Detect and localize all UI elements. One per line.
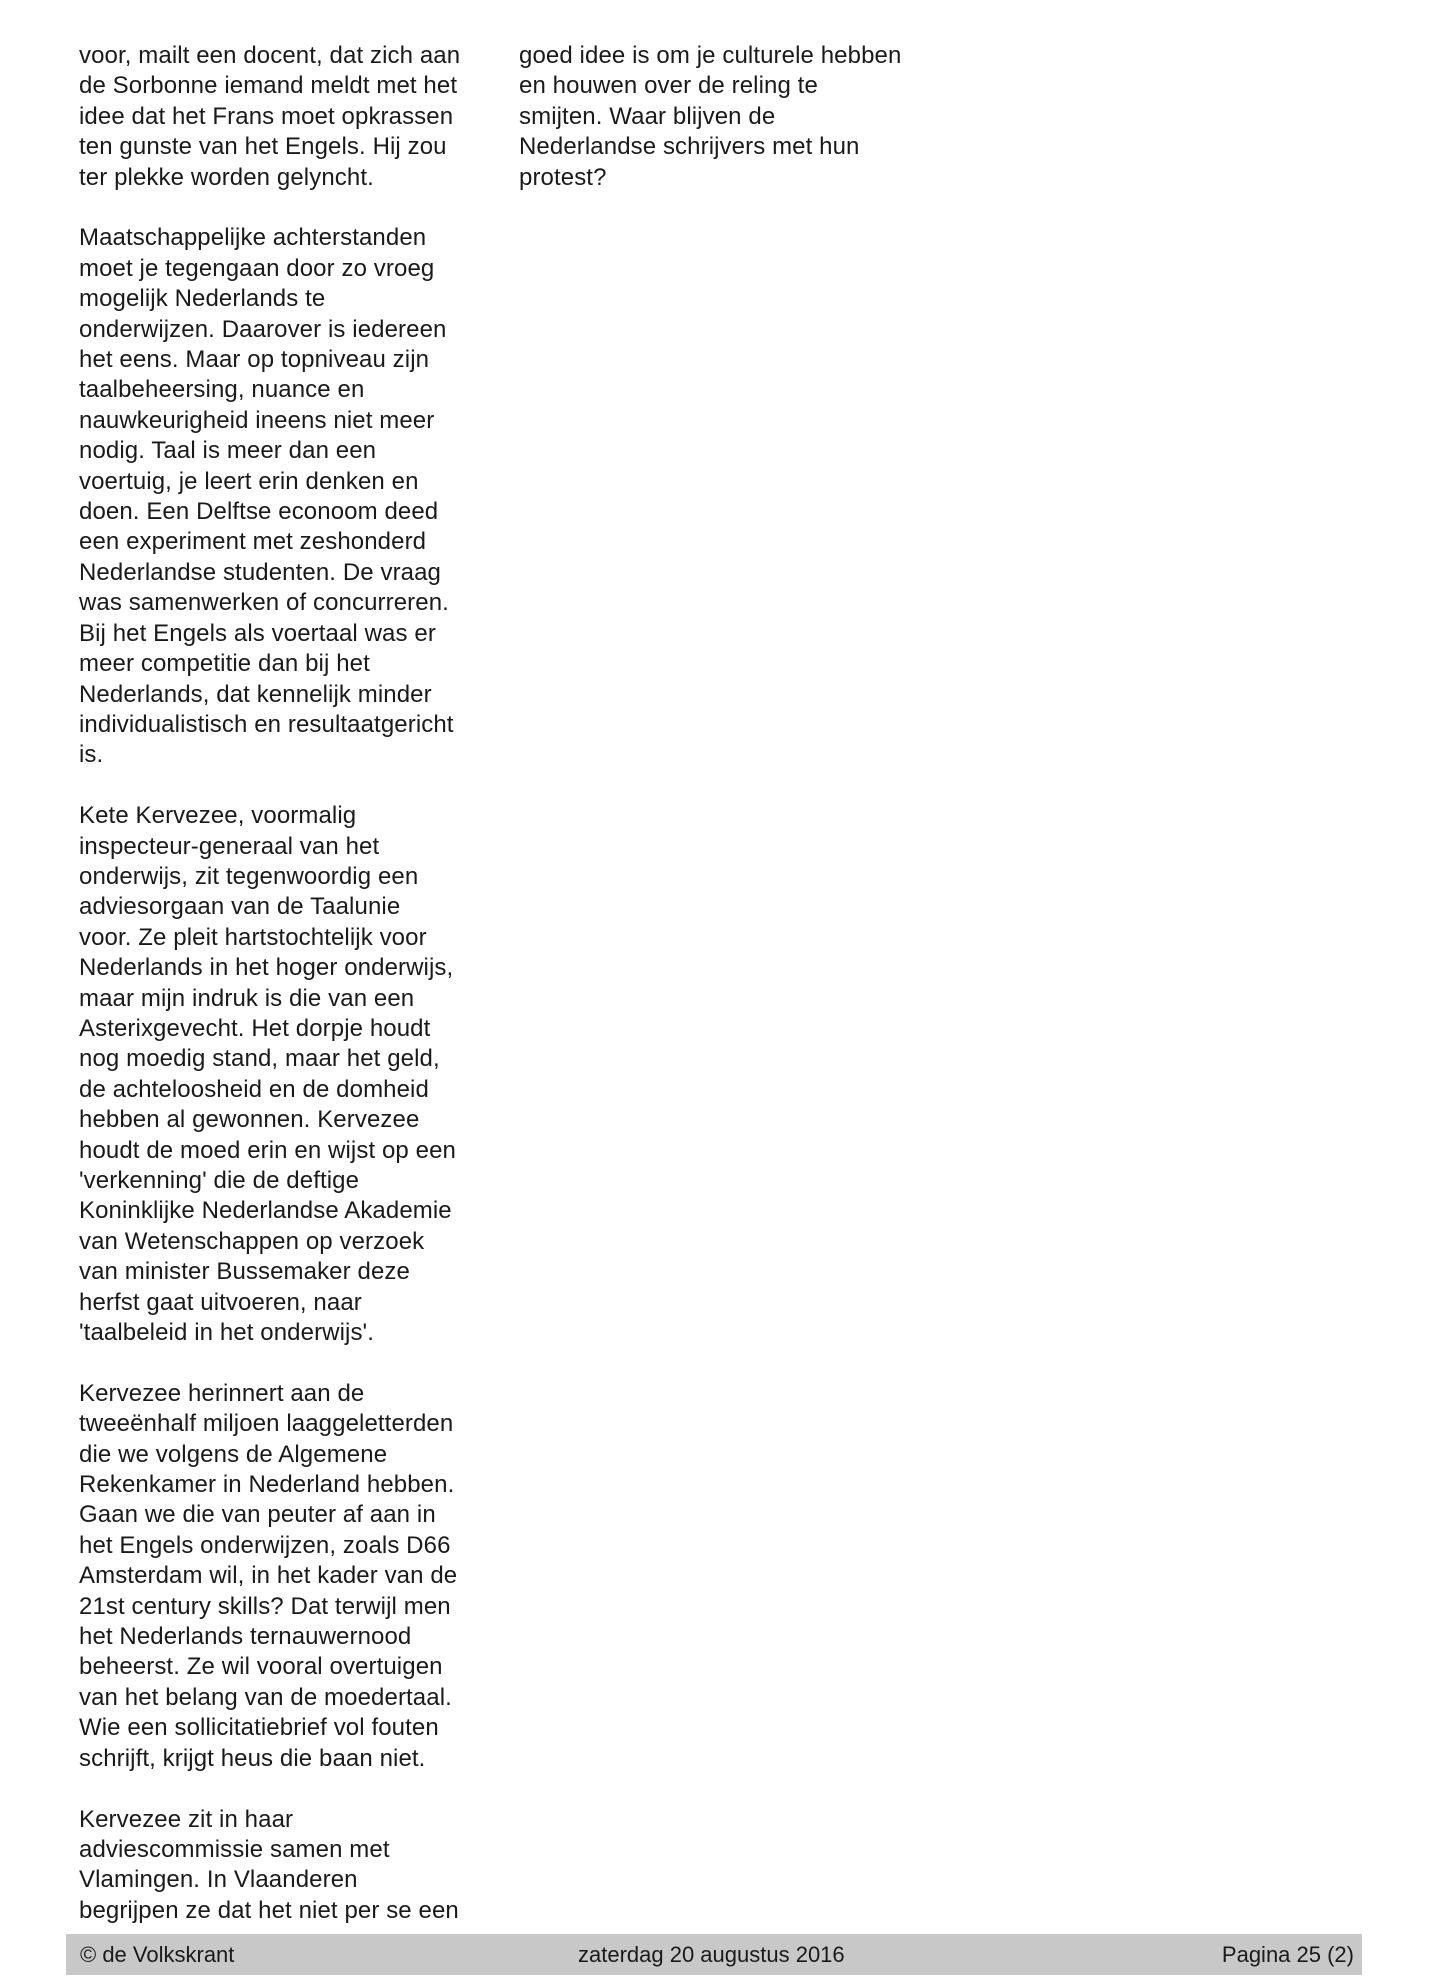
text-line: Vlamingen. In Vlaanderen <box>79 1866 358 1894</box>
text-line: van minister Bussemaker deze <box>79 1258 410 1286</box>
text-line: Asterixgevecht. Het dorpje houdt <box>79 1014 431 1042</box>
text-line: 21st century skills? Dat terwijl men <box>79 1592 451 1620</box>
text-line: Bij het Engels als voertaal was er <box>79 619 436 647</box>
text-line: Kete Kervezee, voormalig <box>79 802 357 830</box>
text-line: Rekenkamer in Nederland hebben. <box>79 1471 455 1499</box>
article-column-right <box>519 41 929 223</box>
text-line: Wie een sollicitatiebrief vol fouten <box>79 1714 439 1742</box>
text-line: is. <box>79 741 104 769</box>
text-line: individualistisch en resultaatgericht <box>79 710 454 738</box>
text-line: 'verkenning' die de deftige <box>79 1167 360 1194</box>
text-line: adviescommissie samen met <box>79 1835 390 1863</box>
text-line: onderwijzen. Daarover is iedereen <box>79 315 447 343</box>
text-line: moet je tegengaan door zo vroeg <box>79 254 435 282</box>
text-line: van het belang van de moedertaal. <box>79 1683 452 1711</box>
text-line: Koninklijke Nederlandse Akademie <box>79 1197 452 1225</box>
text-line: voor. Ze pleit hartstochtelijk voor <box>79 923 427 951</box>
text-line: onderwijs, zit tegenwoordig een <box>79 862 419 890</box>
text-line: van Wetenschappen op verzoek <box>79 1227 425 1255</box>
text-line: voertuig, je leert erin denken en <box>79 467 419 495</box>
text-line: was samenwerken of concurreren. <box>79 589 449 617</box>
article-column-left <box>79 41 489 1957</box>
paragraph-2 <box>79 223 489 770</box>
text-line: nog moedig stand, maar het geld, <box>79 1045 440 1073</box>
publication-name: © de Volkskrant <box>80 1942 235 1967</box>
text-line: ter plekke worden gelyncht. <box>79 163 374 191</box>
text-line: doen. Een Delftse econoom deed <box>79 498 439 526</box>
text-line: Kervezee zit in haar <box>79 1805 294 1833</box>
text-line: adviesorgaan van de Taalunie <box>79 893 401 921</box>
text-line: Nederlands, dat kennelijk minder <box>79 680 432 708</box>
text-line: Kervezee herinnert aan de <box>79 1379 365 1407</box>
text-line: idee dat het Frans moet opkrassen <box>79 102 454 130</box>
paragraph-4 <box>79 1379 489 1774</box>
paragraph-1 <box>79 41 489 193</box>
text-line: houdt de moed erin en wijst op een <box>79 1136 456 1164</box>
text-line: nodig. Taal is meer dan een <box>79 437 377 465</box>
paragraph-6 <box>519 41 929 193</box>
text-line: protest? <box>519 163 607 191</box>
text-line: tweeënhalf miljoen laaggeletterden <box>79 1410 454 1438</box>
text-line: inspecteur-generaal van het <box>79 832 380 860</box>
text-line: maar mijn indruk is die van een <box>79 984 415 1012</box>
text-line: hebben al gewonnen. Kervezee <box>79 1106 420 1134</box>
text-line: Amsterdam wil, in het kader van de <box>79 1562 458 1590</box>
page-footer <box>66 1934 1362 1975</box>
text-line: de achteloosheid en de domheid <box>79 1075 429 1103</box>
text-line: nauwkeurigheid ineens niet meer <box>79 406 435 434</box>
text-line: ten gunste van het Engels. Hij zou <box>79 133 447 161</box>
text-line: schrijft, krijgt heus die baan niet. <box>79 1744 426 1772</box>
text-line: meer competitie dan bij het <box>79 650 370 678</box>
text-line: goed idee is om je culturele hebben <box>519 42 902 69</box>
text-line: smijten. Waar blijven de <box>519 102 776 130</box>
text-line: het Nederlands ternauwernood <box>79 1623 412 1651</box>
text-line: 'taalbeleid in het onderwijs'. <box>79 1319 375 1347</box>
text-line: Nederlandse schrijvers met hun <box>519 133 860 161</box>
text-line: Maatschappelijke achterstanden <box>79 224 427 252</box>
paragraph-5 <box>79 1805 489 1927</box>
text-line: het eens. Maar op topniveau zijn <box>79 346 430 374</box>
text-line: herfst gaat uitvoeren, naar <box>79 1288 362 1316</box>
text-line: een experiment met zeshonderd <box>79 528 427 556</box>
text-line: het Engels onderwijzen, zoals D66 <box>79 1531 451 1559</box>
text-line: die we volgens de Algemene <box>79 1440 388 1468</box>
text-line: Nederlandse studenten. De vraag <box>79 558 441 586</box>
text-line: taalbeheersing, nuance en <box>79 376 365 404</box>
text-line: en houwen over de reling te <box>519 72 818 100</box>
text-line: begrijpen ze dat het niet per se een <box>79 1896 459 1924</box>
text-line: Nederlands in het hoger onderwijs, <box>79 954 454 982</box>
text-line: beheerst. Ze wil vooral overtuigen <box>79 1653 443 1681</box>
paragraph-3 <box>79 801 489 1348</box>
text-line: de Sorbonne iemand meldt met het <box>79 72 458 100</box>
page-number: Pagina 25 (2) <box>1221 1942 1354 1967</box>
text-line: Gaan we die van peuter af aan in <box>79 1501 436 1529</box>
publication-date: zaterdag 20 augustus 2016 <box>578 1942 845 1967</box>
text-line: voor, mailt een docent, dat zich aan <box>79 42 461 69</box>
text-line: mogelijk Nederlands te <box>79 285 326 313</box>
